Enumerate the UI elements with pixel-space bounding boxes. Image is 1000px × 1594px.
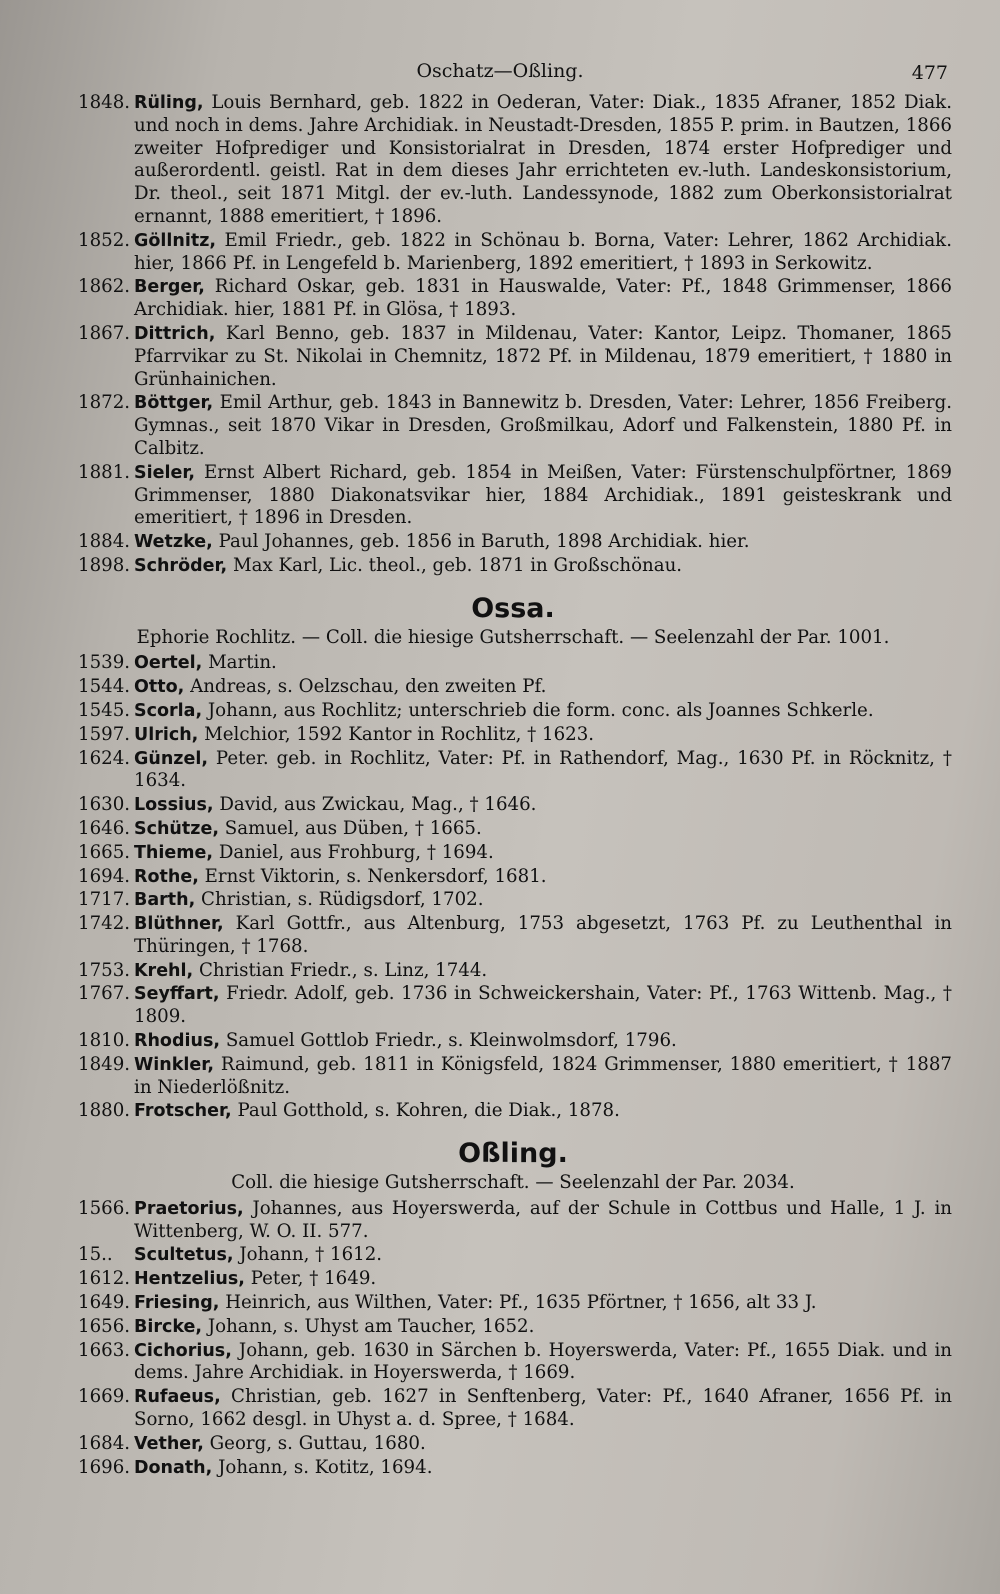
list-item [74, 842, 952, 865]
entry-text: David, aus Zwickau, Mag., † 1646. [219, 794, 537, 816]
entry-text: Andreas, s. Oelzschau, den zweiten Pf. [190, 676, 547, 698]
list-item [74, 794, 952, 817]
list-item [74, 866, 952, 889]
list-item [74, 1100, 952, 1123]
list-item [74, 889, 952, 912]
entry-text: Paul Johannes, geb. 1856 in Baruth, 1898 Archidiak. hier. [218, 531, 750, 553]
section-note-ossa: Ephorie Rochlitz. — Coll. die hiesige Gutsherrschaft. — Seelenzahl der Par. 1001. [136, 626, 890, 648]
list-item [74, 960, 952, 983]
running-header [0, 58, 1000, 88]
list-item [74, 1054, 952, 1100]
entry-text: Paul Gotthold, s. Kohren, die Diak., 1878. [237, 1100, 620, 1122]
page-header-title: Oschatz—Oßling. [416, 60, 584, 82]
list-item [74, 1386, 952, 1432]
entry-text: Friedr. Adolf, geb. 1736 in Schweickershain, Vater: Pf., 1763 Wittenb. Mag., † 1809. [134, 983, 952, 1028]
entry-name: Rüling, [134, 93, 204, 113]
entry-year: 1612. [78, 1268, 131, 1290]
ossa-pastor-list [74, 652, 952, 1123]
entry-text: Louis Bernhard, geb. 1822 in Oederan, Vater: Diak., 1835 Afraner, 1852 Diak. und noch in dems. Jahre Archidiak. in Neustadt-Dresden, 1855 P. prim. in Bautzen, 1866 zweiter Hofprediger und Konsistorialrat in Dresden, 1874 erster Hofprediger und außerordentl. geistl. Rat in dem dieses Jahr errichteten ev.-luth. Landeskonsistorium, Dr. theol., seit 1871 Mitgl. der ev.-luth. Landessynode, 1882 zum Oberkonsistorialrat ernannt, 1888 emeritiert, † 1896. [134, 92, 952, 227]
entry-text: Georg, s. Guttau, 1680. [209, 1432, 426, 1454]
entry-name: Thieme, [134, 842, 214, 863]
list-item [74, 555, 952, 578]
osling-pastor-list [74, 1198, 952, 1480]
page-content [74, 92, 952, 1480]
entry-name: Winkler, [134, 1054, 214, 1075]
entry-year: 1663. [78, 1339, 131, 1361]
entry-year: 1684. [78, 1432, 131, 1454]
entry-text: Emil Friedr., geb. 1822 in Schönau b. Borna, Vater: Lehrer, 1862 Archidiak. hier, 1866 Pf. in Lengefeld b. Marienberg, 1892 emeritiert, † 1893 in Serkowitz. [134, 229, 952, 274]
entry-name: Bircke, [134, 1316, 203, 1337]
list-item [74, 230, 952, 276]
entry-year: 1848. [78, 92, 131, 113]
entry-text: Max Karl, Lic. theol., geb. 1871 in Großschönau. [233, 554, 683, 576]
entry-name: Hentzelius, [134, 1269, 245, 1290]
entry-year: 1545. [78, 699, 131, 721]
entry-name: Scorla, [134, 700, 203, 721]
entry-year: 1742. [78, 913, 131, 935]
entry-year: 1881. [78, 461, 131, 483]
entry-name: Oertel, [134, 653, 203, 674]
entry-name: Rhodius, [134, 1031, 221, 1052]
entry-year: 1624. [78, 747, 131, 769]
entry-name: Sieler, [134, 462, 196, 483]
entry-text: Samuel, aus Düben, † 1665. [224, 817, 482, 839]
list-item [74, 462, 952, 530]
entry-year: 1597. [78, 723, 131, 745]
entry-text: Daniel, aus Frohburg, † 1694. [218, 841, 494, 863]
entry-name: Berger, [134, 277, 205, 298]
entry-text: Johann, † 1612. [239, 1244, 383, 1266]
list-item [74, 1316, 952, 1339]
entry-name: Böttger, [134, 393, 214, 414]
entry-text: Karl Gottfr., aus Altenburg, 1753 abgesetzt, 1763 Pf. zu Leuthenthal in Thüringen, † 1768. [134, 913, 952, 957]
entry-text: Peter, † 1649. [250, 1268, 377, 1290]
section-title-ossa: Ossa. [471, 592, 555, 624]
entry-name: Donath, [134, 1457, 213, 1478]
entry-text: Ernst Albert Richard, geb. 1854 in Meißen, Vater: Fürstenschulpförtner, 1869 Grimmenser, 1880 Diakonatsvikar hier, 1884 Archidiak., 1891 geisteskrank und emeritiert, † 1896 in Dresden. [134, 461, 952, 529]
entry-name: Lossius, [134, 795, 214, 816]
entry-text: Christian, s. Rüdigsdorf, 1702. [201, 889, 484, 911]
list-item [74, 913, 952, 959]
entry-name: Schröder, [134, 555, 228, 576]
entry-name: Friesing, [134, 1293, 220, 1314]
entry-year: 1694. [78, 865, 131, 887]
list-item [74, 276, 952, 322]
entry-text: Heinrich, aus Wilthen, Vater: Pf., 1635 Pförtner, † 1656, alt 33 J. [225, 1292, 817, 1314]
entry-text: Martin. [208, 652, 277, 674]
list-item [74, 1268, 952, 1291]
entry-year: 1646. [78, 817, 131, 839]
list-item [74, 1340, 952, 1386]
entry-name: Dittrich, [134, 323, 216, 344]
list-item [74, 1433, 952, 1456]
entry-name: Vether, [134, 1433, 204, 1454]
entry-year: 1849. [78, 1053, 131, 1075]
list-item [74, 724, 952, 747]
entry-name: Praetorius, [134, 1198, 244, 1219]
list-item [74, 1198, 952, 1244]
entry-name: Seyffart, [134, 984, 220, 1005]
entry-name: Krehl, [134, 960, 194, 981]
list-item [74, 531, 952, 554]
list-item [74, 676, 952, 699]
entry-year: 1544. [78, 676, 131, 698]
entry-year: 1630. [78, 794, 131, 816]
entry-text: Johannes, aus Hoyerswerda, auf der Schule in Cottbus und Halle, 1 J. in Wittenberg, W. O. II. 577. [134, 1197, 952, 1242]
entry-name: Otto, [134, 677, 185, 698]
list-item [74, 1030, 952, 1053]
entry-name: Barth, [134, 890, 196, 911]
list-item [74, 323, 952, 391]
entry-name: Rufaeus, [134, 1387, 221, 1408]
entry-text: Christian, geb. 1627 in Senftenberg, Vater: Pf., 1640 Afraner, 1656 Pf. in Sorno, 1662 desgl. in Uhyst a. d. Spree, † 1684. [134, 1386, 952, 1431]
entry-text: Johann, s. Kotitz, 1694. [218, 1456, 433, 1478]
entry-text: Johann, geb. 1630 in Särchen b. Hoyerswerda, Vater: Pf., 1655 Diak. und in dems. Jahre Archidiak. in Hoyerswerda, † 1669. [134, 1339, 952, 1384]
entry-text: Ernst Viktorin, s. Nenkersdorf, 1681. [204, 865, 547, 887]
entry-name: Rothe, [134, 866, 199, 887]
entry-year: 15.. [78, 1244, 113, 1266]
entry-year: 1753. [78, 959, 131, 981]
entry-year: 1669. [78, 1386, 131, 1408]
entry-year: 1649. [78, 1292, 131, 1314]
oschatz-archidiaconate-list [74, 92, 952, 578]
entry-year: 1867. [78, 322, 131, 344]
entry-text: Raimund, geb. 1811 in Königsfeld, 1824 Grimmenser, 1880 emeritiert, † 1887 in Niederlößnitz. [134, 1053, 952, 1098]
entry-name: Günzel, [134, 748, 208, 769]
list-item [74, 983, 952, 1029]
list-item [74, 818, 952, 841]
entry-year: 1884. [78, 531, 131, 553]
entry-year: 1810. [78, 1030, 131, 1052]
section-note-osling: Coll. die hiesige Gutsherrschaft. — Seelenzahl der Par. 2034. [231, 1172, 795, 1194]
entry-name: Wetzke, [134, 532, 213, 553]
entry-text: Johann, s. Uhyst am Taucher, 1652. [207, 1315, 535, 1337]
entry-name: Schütze, [134, 818, 219, 839]
list-item [74, 1244, 952, 1267]
entry-year: 1566. [78, 1197, 131, 1219]
entry-year: 1539. [78, 652, 131, 674]
entry-year: 1880. [78, 1100, 131, 1122]
list-item [74, 652, 952, 675]
entry-text: Karl Benno, geb. 1837 in Mildenau, Vater: Kantor, Leipz. Thomaner, 1865 Pfarrvikar zu St. Nikolai in Chemnitz, 1872 Pf. in Mildenau, 1879 emeritiert, † 1880 in Grünhainichen. [134, 322, 952, 390]
entry-text: Melchior, 1592 Kantor in Rochlitz, † 1623. [204, 723, 595, 745]
section-title-osling: Oßling. [458, 1138, 568, 1170]
list-item [74, 1292, 952, 1315]
entry-name: Ulrich, [134, 724, 199, 745]
page-number: 477 [911, 62, 948, 84]
entry-name: Frotscher, [134, 1101, 232, 1122]
list-item [74, 92, 952, 229]
entry-year: 1872. [78, 392, 131, 414]
entry-text: Emil Arthur, geb. 1843 in Bannewitz b. Dresden, Vater: Lehrer, 1856 Freiberg. Gymnas., seit 1870 Vikar in Dresden, Großmilkau, Adorf und Falkenstein, 1880 Pf. in Calbitz. [134, 392, 952, 459]
entry-year: 1898. [78, 554, 131, 576]
entry-name: Cichorius, [134, 1340, 232, 1361]
entry-year: 1852. [78, 229, 131, 251]
entry-year: 1656. [78, 1315, 131, 1337]
list-item [74, 748, 952, 794]
entry-name: Blüthner, [134, 914, 224, 935]
entry-text: Richard Oskar, geb. 1831 in Hauswalde, Vater: Pf., 1848 Grimmenser, 1866 Archidiak. hier, 1881 Pf. in Glösa, † 1893. [134, 276, 952, 321]
entry-year: 1717. [78, 889, 131, 911]
entry-year: 1665. [78, 841, 131, 863]
entry-name: Göllnitz, [134, 230, 217, 251]
entry-name: Scultetus, [134, 1245, 234, 1266]
list-item [74, 700, 952, 723]
entry-text: Samuel Gottlob Friedr., s. Kleinwolmsdorf, 1796. [225, 1030, 677, 1052]
entry-text: Peter. geb. in Rochlitz, Vater: Pf. in Rathendorf, Mag., 1630 Pf. in Röcknitz, † 1634. [134, 747, 952, 792]
entry-year: 1696. [78, 1456, 131, 1478]
entry-year: 1767. [78, 983, 131, 1005]
entry-text: Johann, aus Rochlitz; unterschrieb die form. conc. als Joannes Schkerle. [207, 699, 874, 721]
list-item [74, 392, 952, 460]
entry-text: Christian Friedr., s. Linz, 1744. [198, 959, 488, 981]
list-item [74, 1457, 952, 1480]
entry-year: 1862. [78, 276, 131, 298]
